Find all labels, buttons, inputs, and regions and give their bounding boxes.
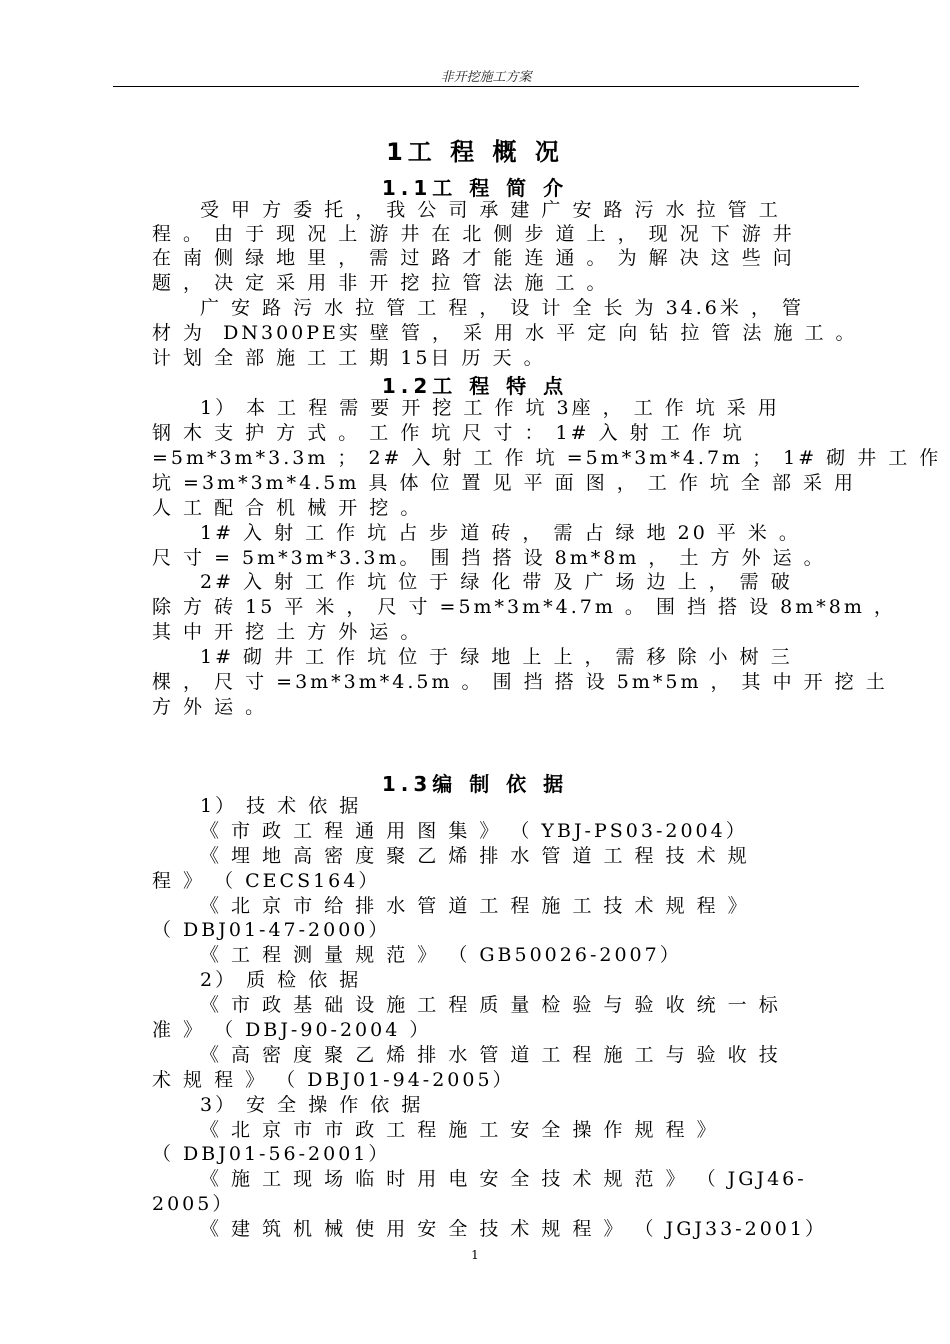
reference-line: 《 高 密 度 聚 乙 烯 排 水 管 道 工 程 施 工 与 验 收 技 bbox=[200, 1044, 781, 1066]
reference-line: （ DBJ01-47-2000） bbox=[152, 919, 391, 941]
chapter-title: 1工 程 概 况 bbox=[386, 138, 564, 166]
reference-line: 《 埋 地 高 密 度 聚 乙 烯 排 水 管 道 工 程 技 术 规 bbox=[200, 845, 750, 867]
paragraph-line: 方 外 运 。 bbox=[152, 696, 268, 718]
paragraph-line: 2） 质 检 依 据 bbox=[200, 969, 362, 991]
reference-line: 术 规 程 》 （ DBJ01-94-2005） bbox=[152, 1069, 515, 1091]
paragraph-line: 受 甲 方 委 托 ， 我 公 司 承 建 广 安 路 污 水 拉 管 工 bbox=[200, 199, 781, 221]
reference-line: 《 建 筑 机 械 使 用 安 全 技 术 规 程 》 （ JGJ33-2001） bbox=[200, 1218, 827, 1240]
paragraph-line: 计 划 全 部 施 工 工 期 15日 历 天 。 bbox=[152, 347, 546, 369]
reference-line: 《 北 京 市 给 排 水 管 道 工 程 施 工 技 术 规 程 》 bbox=[200, 895, 750, 917]
reference-line: 准 》 （ DBJ-90-2004 ） bbox=[152, 1019, 432, 1041]
paragraph-line: 程 。 由 于 现 况 上 游 井 在 北 侧 步 道 上 ， 现 况 下 游 井 bbox=[152, 223, 795, 245]
paragraph-line: 坑 =3m*3m*4.5m 具 体 位 置 见 平 面 图 ， 工 作 坑 全 部 采 用 bbox=[152, 472, 857, 494]
header-rule bbox=[113, 86, 859, 87]
paragraph-line: 1） 技 术 依 据 bbox=[200, 795, 362, 817]
page-number: 1 bbox=[471, 1248, 479, 1262]
reference-line: 《 施 工 现 场 临 时 用 电 安 全 技 术 规 范 》 （ JGJ46- bbox=[200, 1168, 807, 1190]
reference-line: （ DBJ01-56-2001） bbox=[152, 1143, 391, 1165]
reference-line: 程 》 （ CECS164） bbox=[152, 870, 381, 892]
paragraph-line: 1# 入 射 工 作 坑 占 步 道 砖 ， 需 占 绿 地 20 平 米 。 bbox=[200, 522, 801, 544]
paragraph-line: 1# 砌 井 工 作 坑 位 于 绿 地 上 上 ， 需 移 除 小 树 三 bbox=[200, 646, 793, 668]
section-heading-1-3: 1.3编 制 依 据 bbox=[381, 772, 569, 796]
paragraph-line: 棵 ， 尺 寸 =3m*3m*4.5m 。 围 挡 搭 设 5m*5m ， 其 中 开 挖 土 bbox=[152, 671, 888, 693]
reference-line: 《 市 政 工 程 通 用 图 集 》 （ YBJ-PS03-2004） bbox=[200, 820, 748, 842]
paragraph-line: 其 中 开 挖 土 方 外 运 。 bbox=[152, 621, 423, 643]
paragraph-line: 材 为 DN300PE实 壁 管 ， 采 用 水 平 定 向 钻 拉 管 法 施 工 。 bbox=[152, 322, 858, 344]
paragraph-line: 除 方 砖 15 平 米 ， 尺 寸 =5m*3m*4.7m 。 围 挡 搭 设 8m*8m ， bbox=[152, 596, 896, 618]
paragraph-line: 尺 寸 = 5m*3m*3.3m。 围 挡 搭 设 8m*8m ， 土 方 外 运 。 bbox=[152, 547, 826, 569]
paragraph-line: =5m*3m*3.3m ； 2# 入 射 工 作 坑 =5m*3m*4.7m ； 1# 砌 井 工 作 bbox=[152, 447, 942, 469]
reference-line: 2005） bbox=[152, 1193, 235, 1215]
paragraph-line: 人 工 配 合 机 械 开 挖 。 bbox=[152, 497, 423, 519]
running-header: 非开挖施工方案 bbox=[440, 70, 532, 85]
reference-line: 《 工 程 测 量 规 范 》 （ GB50026-2007） bbox=[200, 944, 682, 966]
reference-line: 《 北 京 市 市 政 工 程 施 工 安 全 操 作 规 程 》 bbox=[200, 1119, 719, 1141]
paragraph-line: 题 ， 决 定 采 用 非 开 挖 拉 管 法 施 工 。 bbox=[152, 272, 609, 294]
paragraph-line: 在 南 侧 绿 地 里 ， 需 过 路 才 能 连 通 。 为 解 决 这 些 问 bbox=[152, 247, 795, 269]
paragraph-line: 钢 木 支 护 方 式 。 工 作 坑 尺 寸 ： 1# 入 射 工 作 坑 bbox=[152, 422, 745, 444]
paragraph-line: 2# 入 射 工 作 坑 位 于 绿 化 带 及 广 场 边 上 ， 需 破 bbox=[200, 571, 793, 593]
paragraph-line: 广 安 路 污 水 拉 管 工 程 ， 设 计 全 长 为 34.6米 ， 管 bbox=[200, 297, 804, 319]
reference-line: 《 市 政 基 础 设 施 工 程 质 量 检 验 与 验 收 统 一 标 bbox=[200, 994, 781, 1016]
section-heading-1-1: 1.1工 程 简 介 bbox=[381, 176, 569, 200]
section-heading-1-2: 1.2工 程 特 点 bbox=[381, 374, 569, 398]
paragraph-line: 3） 安 全 操 作 依 据 bbox=[200, 1094, 424, 1116]
paragraph-line: 1） 本 工 程 需 要 开 挖 工 作 坑 3座 ， 工 作 坑 采 用 bbox=[200, 397, 780, 419]
